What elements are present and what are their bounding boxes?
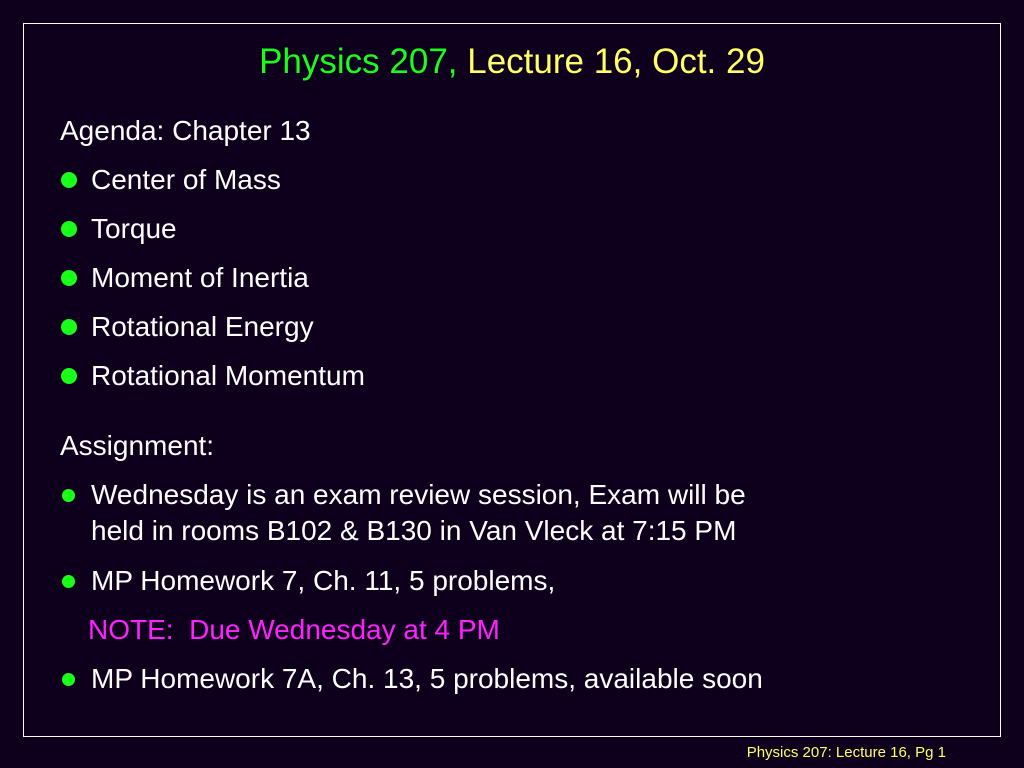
- bullet-dot-icon: [62, 489, 75, 502]
- agenda-heading: Agenda: Chapter 13: [60, 115, 311, 146]
- slide-title: [0, 40, 1024, 84]
- bullet-dot-icon: [62, 673, 75, 686]
- agenda-item-label: Torque: [91, 213, 177, 244]
- assignment-item-line: held in rooms B102 & B130 in Van Vleck at 7:15 PM: [91, 515, 737, 546]
- title-lecture: Lecture 16, Oct. 29: [467, 42, 765, 81]
- due-date-note: NOTE: Due Wednesday at 4 PM: [88, 614, 500, 645]
- agenda-item-label: Moment of Inertia: [91, 262, 309, 293]
- assignment-item-line: MP Homework 7, Ch. 11, 5 problems,: [91, 565, 556, 596]
- assignment-item-line: MP Homework 7A, Ch. 13, 5 problems, available soon: [91, 663, 763, 694]
- bullet-dot-icon: [61, 221, 77, 237]
- agenda-item-label: Rotational Momentum: [91, 360, 365, 391]
- bullet-dot-icon: [62, 575, 75, 588]
- assignment-heading: Assignment:: [60, 430, 215, 461]
- agenda-item-label: Center of Mass: [91, 164, 281, 195]
- bullet-dot-icon: [61, 368, 77, 384]
- agenda-item-label: Rotational Energy: [91, 311, 314, 342]
- bullet-dot-icon: [61, 172, 77, 188]
- slide-footer: Physics 207: Lecture 16, Pg 1: [746, 744, 946, 761]
- title-course: Physics 207,: [259, 42, 458, 81]
- assignment-item-line: Wednesday is an exam review session, Exam will be: [91, 479, 746, 510]
- bullet-dot-icon: [61, 319, 77, 335]
- bullet-dot-icon: [61, 270, 77, 286]
